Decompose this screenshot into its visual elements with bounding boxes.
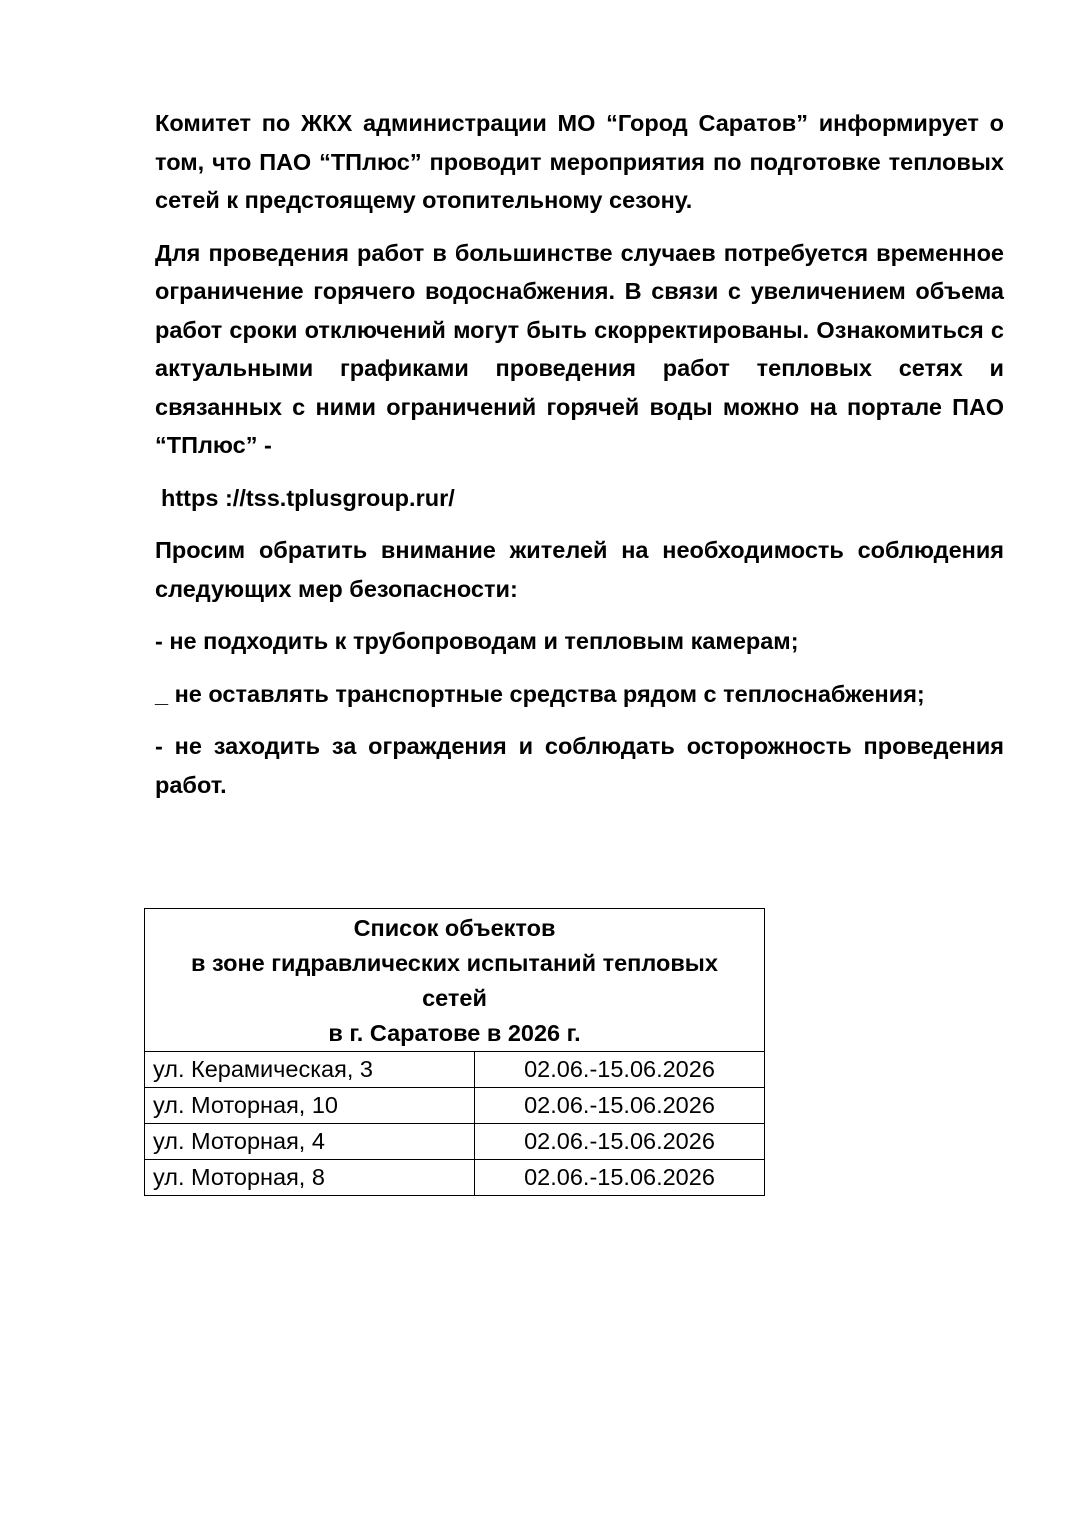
table-title-line: сетей <box>422 985 487 1011</box>
table-title-line: в зоне гидравлических испытаний тепловых <box>191 950 718 976</box>
safety-rule-vehicles: _ не оставлять транспортные средства рядом с теплоснабжения; <box>155 680 925 707</box>
address-cell: ул. Керамическая, 3 <box>145 1052 475 1088</box>
table-title-line: Список объектов <box>353 915 556 941</box>
portal-url[interactable]: https ://tss.tplusgroup.rur/ <box>161 484 455 511</box>
period-cell: 02.06.-15.06.2026 <box>475 1124 765 1160</box>
address-cell: ул. Моторная, 10 <box>145 1088 475 1124</box>
table-title <box>145 909 765 1052</box>
address-cell: ул. Моторная, 8 <box>145 1160 475 1196</box>
table-header-row <box>145 909 765 1052</box>
period-cell: 02.06.-15.06.2026 <box>475 1088 765 1124</box>
address-cell: ул. Моторная, 4 <box>145 1124 475 1160</box>
safety-rule-fences: - не заходить за ограждения и соблюдать осторожность проведения работ. <box>155 733 1004 798</box>
table-row <box>145 1124 765 1160</box>
objects-table <box>144 908 765 1196</box>
table-row <box>145 1088 765 1124</box>
safety-rule-pipelines: - не подходить к трубопроводам и тепловым камерам; <box>155 628 799 654</box>
table-title-line: в г. Саратове в 2026 г. <box>328 1020 581 1046</box>
notice-text <box>155 104 1004 818</box>
period-cell: 02.06.-15.06.2026 <box>475 1052 765 1088</box>
period-cell: 02.06.-15.06.2026 <box>475 1160 765 1196</box>
table-row <box>145 1160 765 1196</box>
safety-intro-paragraph: Просим обратить внимание жителей на необходимость соблюдения следующих мер безопасности: <box>155 537 1004 602</box>
intro-paragraph: Комитет по ЖКХ администрации МО “Город Саратов” информирует о том, что ПАО “ТПлюс” проводит мероприятия по подготовке тепловых сетей к предстоящему отопительному сезону. <box>155 110 1004 213</box>
objects-table-container <box>144 908 765 1196</box>
hot-water-paragraph: Для проведения работ в большинстве случаев потребуется временное ограничение горячего водоснабжения. В связи с увеличением объема работ сроки отключений могут быть скорректированы. Ознакомиться с актуальными графиками проведения работ тепловых сетях и связанных с ними ограничений горячей воды можно на портале ПАО “ТПлюс” - <box>155 239 1004 458</box>
table-row <box>145 1052 765 1088</box>
